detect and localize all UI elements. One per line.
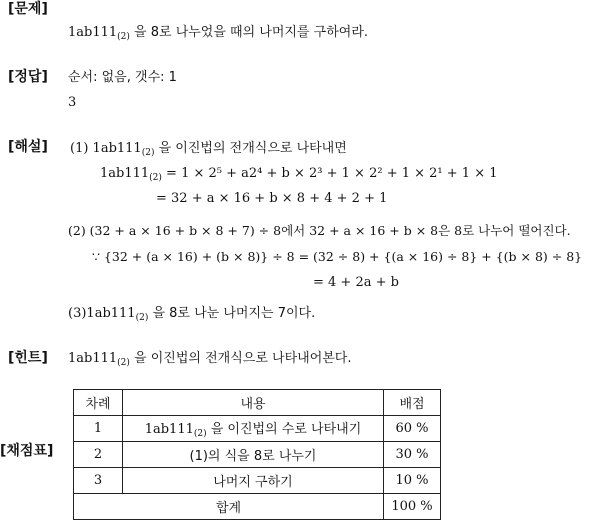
equation-2: = 32 + a × 16 + b × 8 + 4 + 2 + 1	[156, 191, 388, 206]
equation-4: = 4 + 2a + b	[313, 275, 399, 290]
step-3-text: 을 8로 나눈 나머지는 7이다.	[148, 306, 316, 321]
rubric-table	[73, 389, 441, 520]
row-1-text: 을 이진법의 수로 나타내기	[206, 422, 362, 437]
hint-base: (2)	[117, 358, 130, 368]
table-row	[74, 416, 441, 442]
step-1-base: (2)	[141, 148, 155, 158]
problem-base: (2)	[117, 32, 130, 42]
equation-3: ∵ {32 + (a × 16) + (b × 8)} ÷ 8 = (32 ÷ 8) + {(a × 16) ÷ 8} + {(b × 8) ÷ 8}	[92, 249, 583, 264]
hint-number: 1ab111	[68, 351, 118, 366]
solution-step-3	[68, 305, 315, 327]
row-3-content: 나머지 구하기	[123, 468, 384, 494]
total-label: 합계	[74, 494, 384, 520]
step-3-base: (2)	[135, 313, 149, 323]
row-3-order: 3	[74, 468, 123, 494]
header-content: 내용	[123, 390, 384, 416]
answer-value: 3	[68, 95, 77, 110]
row-2-content: (1)의 식을 8로 나누기	[123, 442, 384, 468]
answer-line-1: 순서: 없음, 갯수: 1	[68, 70, 177, 85]
row-2-order: 2	[74, 442, 123, 468]
table-row	[74, 468, 441, 494]
solution-step-1	[70, 140, 347, 162]
rubric-header-row	[74, 390, 441, 416]
eq1-lhs-base: (2)	[149, 173, 162, 183]
step-3-number: 1ab111	[86, 306, 136, 321]
eq1-rhs: = 1 × 2⁵ + a2⁴ + b × 2³ + 1 × 2² + 1 × 2¹ + 1 × 1	[166, 166, 498, 181]
row-1-order: 1	[74, 416, 123, 442]
problem-body: 을 8로 나누었을 때의 나머지를 구하여라.	[129, 25, 369, 40]
row-1-number: 1ab111	[144, 422, 194, 437]
step-1-number: 1ab111	[92, 141, 142, 156]
row-1-score: 60 %	[384, 416, 441, 442]
solution-step-2: (2) (32 + a × 16 + b × 8 + 7) ÷ 8에서 32 + a × 16 + b × 8은 8로 나누어 떨어진다.	[68, 223, 571, 238]
row-3-score: 10 %	[384, 468, 441, 494]
problem-text	[68, 24, 368, 46]
eq1-lhs: 1ab111	[100, 166, 150, 181]
step-3-label: (3)	[68, 306, 87, 321]
table-row	[74, 442, 441, 468]
step-1-text: 을 이진법의 전개식으로 나타내면	[154, 141, 347, 156]
row-2-score: 30 %	[384, 442, 441, 468]
equation-1	[100, 165, 497, 187]
hint-body: 을 이진법의 전개식으로 나타내어본다.	[129, 351, 352, 366]
header-order: 차례	[74, 390, 123, 416]
total-score: 100 %	[384, 494, 441, 520]
rubric-heading: [채점표]	[0, 443, 54, 459]
solution-heading: [해설]	[8, 139, 48, 155]
step-1-label: (1)	[70, 141, 93, 156]
row-1-content	[123, 416, 384, 442]
answer-heading: [정답]	[8, 69, 48, 85]
problem-number: 1ab111	[68, 25, 118, 40]
problem-heading: [문제]	[8, 1, 48, 17]
header-score: 배점	[384, 390, 441, 416]
total-row	[74, 494, 441, 520]
row-1-base: (2)	[193, 429, 207, 439]
hint-text	[68, 350, 352, 372]
hint-heading: [힌트]	[8, 350, 48, 366]
